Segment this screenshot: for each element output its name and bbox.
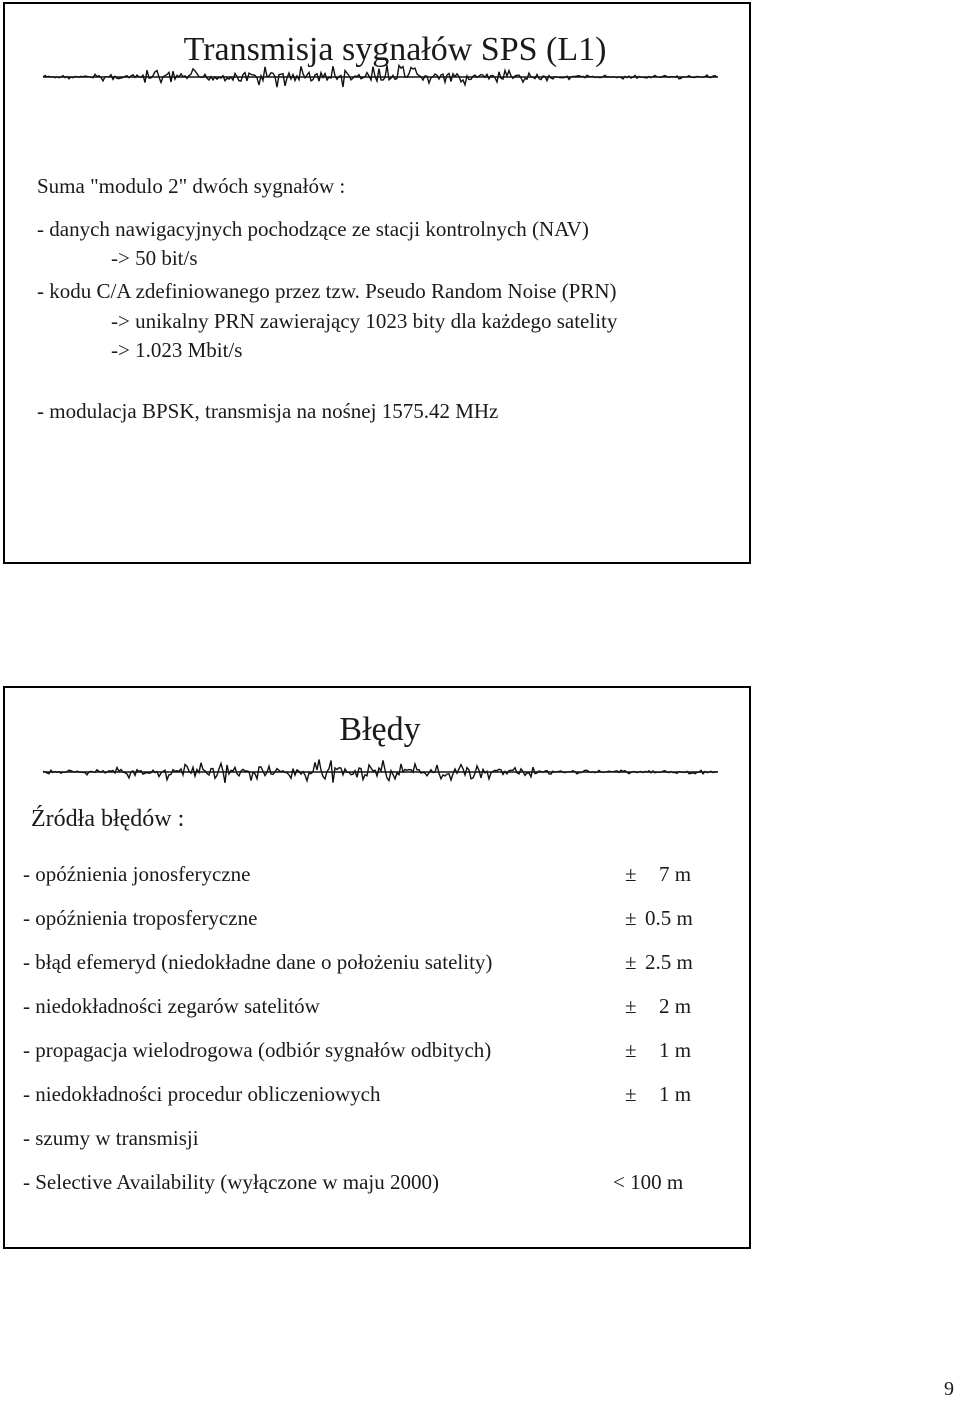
signal-waveform-divider [43,757,718,787]
nav-rate-line: -> 50 bit/s [111,246,198,270]
prn-rate-line: -> 1.023 Mbit/s [111,338,243,362]
error-value: < 100 m [613,1170,684,1194]
plus-minus-sign: ± [625,862,637,886]
error-label: - niedokładności zegarów satelitów [23,994,320,1018]
slide-errors [3,686,751,1249]
slide-title: Błędy [339,711,421,748]
plus-minus-sign: ± [625,906,637,930]
error-label: - błąd efemeryd (niedokładne dane o położeniu satelity) [23,950,493,974]
plus-minus-sign: ± [625,1038,637,1062]
error-label: - opóźnienia jonosferyczne [23,862,251,886]
slide-title: Transmisja sygnałów SPS (L1) [183,31,607,68]
plus-minus-sign: ± [625,1082,637,1106]
error-label: - Selective Availability (wyłączone w maju 2000) [23,1170,439,1194]
plus-minus-sign: ± [625,994,637,1018]
error-value: 1 m [659,1038,692,1062]
error-value: 7 m [659,862,692,886]
error-value: 1 m [659,1082,692,1106]
error-label: - propagacja wielodrogowa (odbiór sygnałów odbitych) [23,1038,492,1062]
error-value: 0.5 m [645,906,693,930]
bpsk-line: - modulacja BPSK, transmisja na nośnej 1575.42 MHz [37,399,499,423]
prn-unique-line: -> unikalny PRN zawierający 1023 bity dla każdego satelity [111,309,618,333]
signal-trace [43,65,717,87]
intro-line: Suma "modulo 2" dwóch sygnałów : [37,174,346,198]
ca-code-line: - kodu C/A zdefiniowanego przez tzw. Pseudo Random Noise (PRN) [37,279,617,303]
plus-minus-sign: ± [625,950,637,974]
error-label: - opóźnienia troposferyczne [23,906,258,930]
error-value: 2.5 m [645,950,693,974]
error-label: - szumy w transmisji [23,1126,199,1150]
error-sources-heading: Źródła błędów : [31,806,185,832]
slide-signal-transmission [3,2,751,564]
page-number: 9 [944,1378,954,1400]
signal-waveform-divider [43,62,718,92]
error-value: 2 m [659,994,692,1018]
error-label: - niedokładności procedur obliczeniowych [23,1082,381,1106]
nav-data-line: - danych nawigacyjnych pochodzące ze stacji kontrolnych (NAV) [37,217,589,241]
